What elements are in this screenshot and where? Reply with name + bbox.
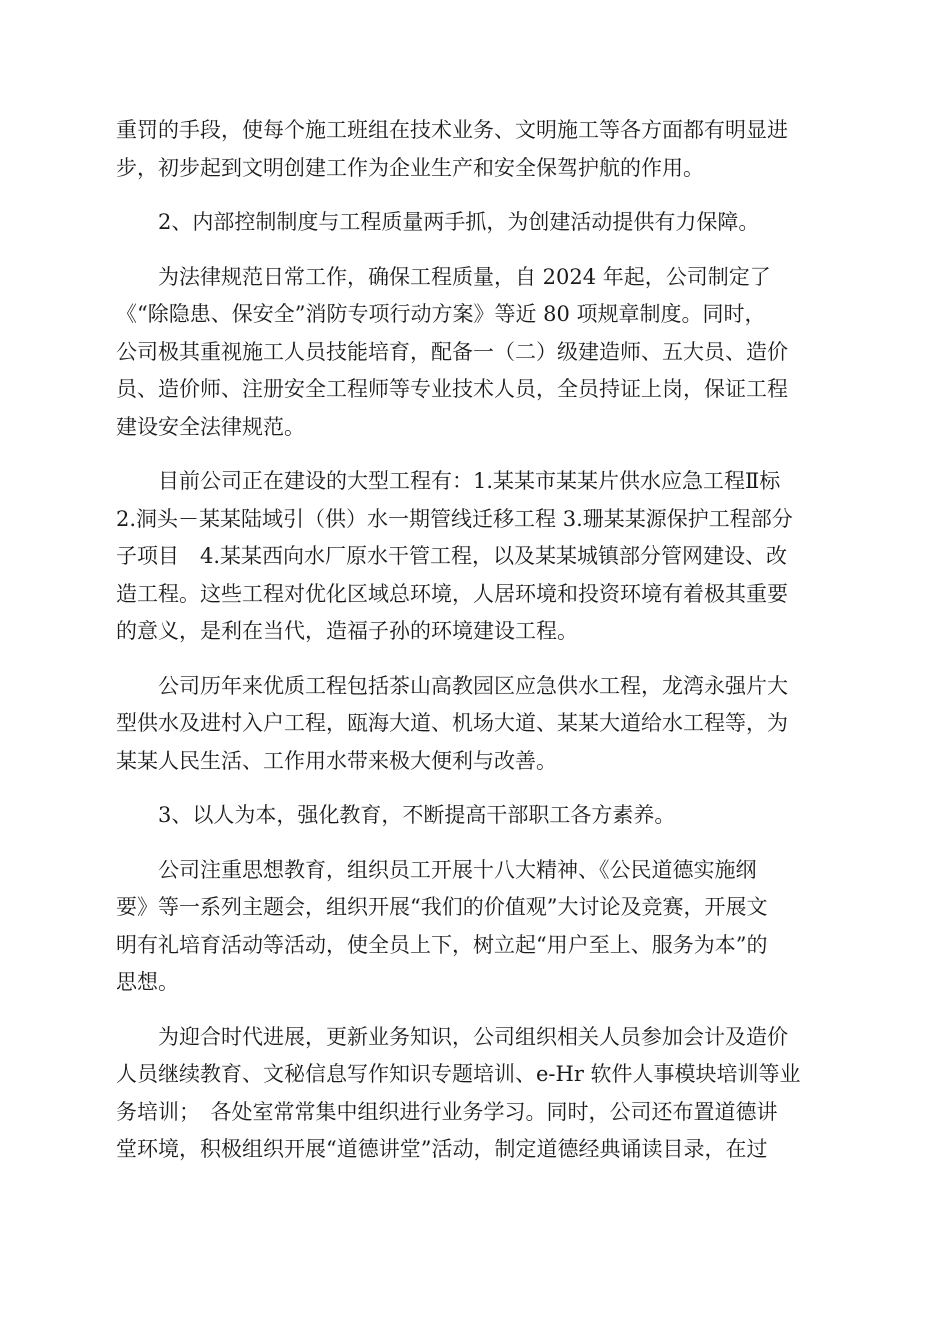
paragraph-regulations	[116, 259, 836, 447]
text-line: 2、内部控制制度与工程质量两手抓，为创建活动提供有力保障。	[158, 210, 760, 234]
text-line: 2.洞头－某某陆域引（供）水一期管线迁移工程 3.珊某某源保护工程部分	[116, 506, 793, 531]
text-line: 的意义，是利在当代，造福子孙的环境建设工程。	[116, 619, 578, 643]
text-line: 型供水及进村入户工程，瓯海大道、机场大道、某某大道给水工程等，为	[116, 711, 788, 735]
text-line: 《“除隐患、保安全”消防专项行动方案》等近 80 项规章制度。同时，	[116, 302, 766, 326]
text-line: 步，初步起到文明创建工作为企业生产和安全保驾护航的作用。	[116, 155, 704, 180]
paragraph-past-projects	[116, 668, 836, 781]
text-line: 子项目 4.某某西向水厂原水干管工程，以及某某城镇部分管网建设、改	[116, 544, 788, 568]
text-line: 人员继续教育、文秘信息写作知识专题培训、e-Hr 软件人事模块培训等业	[116, 1062, 801, 1086]
text-line: 公司历年来优质工程包括茶山高教园区应急供水工程，龙湾永强片大	[158, 673, 788, 698]
text-line: 重罚的手段，使每个施工班组在技术业务、文明施工等各方面都有明显进	[116, 118, 788, 142]
section-heading-3	[116, 797, 836, 835]
text-line: 思想。	[116, 970, 179, 994]
text-line: 某某人民生活、工作用水带来极大便利与改善。	[116, 748, 557, 773]
text-line: 明有礼培育活动等活动，使全员上下，树立起“用户至上、服务为本”的	[116, 932, 768, 957]
text-line: 堂环境，积极组织开展“道德讲堂”活动，制定道德经典诵读目录，在过	[116, 1137, 768, 1161]
text-line: 建设安全法律规范。	[116, 414, 305, 439]
text-line: 员、造价师、注册安全工程师等专业技术人员，全员持证上岗，保证工程	[116, 377, 788, 401]
text-line: 务培训； 各处室常常集中组织进行业务学习。同时，公司还布置道德讲	[116, 1099, 778, 1124]
text-line: 公司注重思想教育，组织员工开展十八大精神、《公民道德实施纲	[158, 857, 757, 882]
text-line: 3、以人为本，强化教育，不断提高干部职工各方素养。	[158, 803, 676, 827]
paragraph-1	[116, 112, 836, 187]
text-line: 造工程。这些工程对优化区域总环境，人居环境和投资环境有着极其重要	[116, 581, 788, 606]
text-line: 要》等一系列主题会，组织开展“我们的价值观”大讨论及竞赛，开展文	[116, 895, 768, 919]
paragraph-ideological-education	[116, 852, 836, 1002]
text-line: 为法律规范日常工作，确保工程质量，自 2024 年起，公司制定了	[158, 264, 771, 289]
text-line: 为迎合时代进展，更新业务知识，公司组织相关人员参加会计及造价	[158, 1024, 788, 1049]
document-body	[116, 112, 836, 1169]
section-heading-2	[116, 204, 836, 242]
paragraph-current-projects	[116, 463, 836, 651]
text-line: 公司极其重视施工人员技能培育，配备一（二）级建造师、五大员、造价	[116, 339, 788, 364]
text-line: 目前公司正在建设的大型工程有：1.某某市某某片供水应急工程Ⅱ标	[158, 469, 781, 493]
paragraph-training	[116, 1019, 836, 1169]
